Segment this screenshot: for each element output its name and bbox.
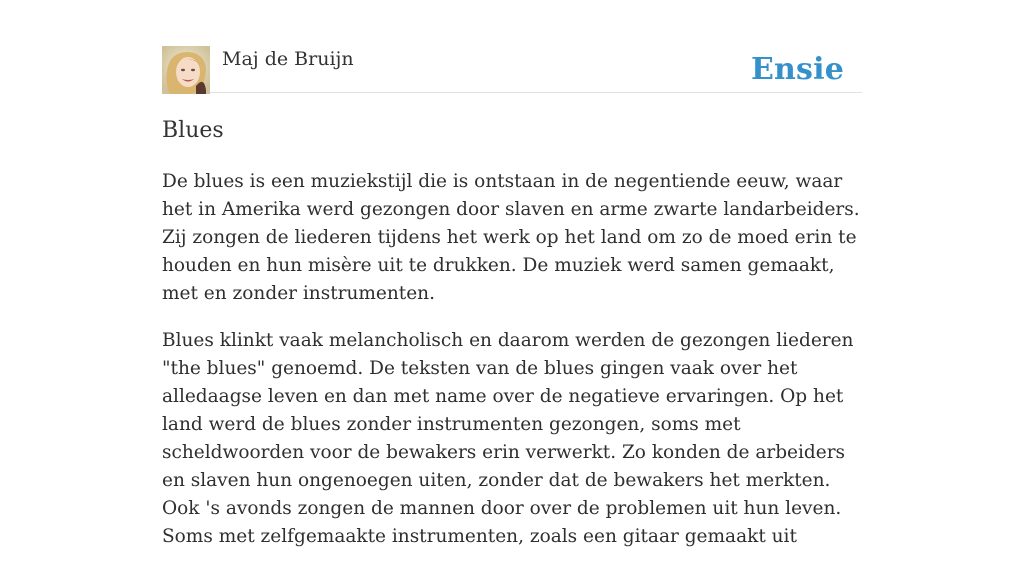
article-header [162, 46, 862, 93]
article-title: Blues [162, 118, 224, 143]
author-avatar[interactable] [162, 46, 210, 94]
author-name[interactable]: Maj de Bruijn [222, 48, 354, 70]
ensie-logo[interactable]: Ensie [750, 52, 844, 87]
article-paragraph: Blues klinkt vaak melancholisch en daarom werden de gezongen liederen "the blues" genoemd. De teksten van de blues gingen vaak over het alledaagse leven en dan met name over de negatieve ervaringen. Op het land werd de blues zonder instrumenten gezongen, soms met scheldwoorden voor de bewakers erin verwerkt. Zo konden de arbeiders en slaven hun ongenoegen uiten, zonder dat de bewakers het merkten. Ook 's avonds zongen de mannen door over de problemen uit hun leven. Soms met zelfgemaakte instrumenten, zoals een gitaar gemaakt uit [162, 330, 854, 547]
article-page [162, 0, 862, 547]
article-body [162, 168, 862, 570]
avatar-photo-icon [162, 46, 210, 94]
article-paragraph: De blues is een muziekstijl die is ontstaan in de negentiende eeuw, waar het in Amerika werd gezongen door slaven en arme zwarte landarbeiders. Zij zongen de liederen tijdens het werk op het land om zo de moed erin te houden en hun misère uit te drukken. De muziek werd samen gemaakt, met en zonder instrumenten. [162, 171, 860, 304]
